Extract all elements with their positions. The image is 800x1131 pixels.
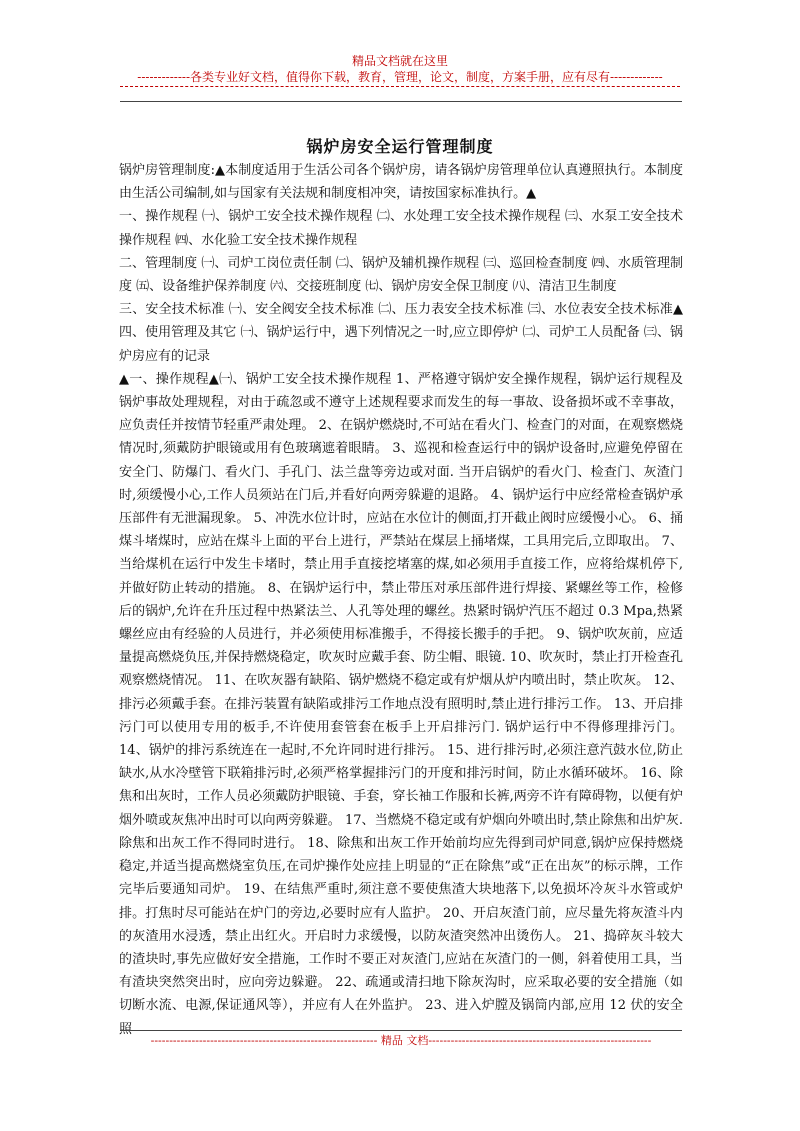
footer-rule (120, 1030, 682, 1031)
header-title: 精品文档就在这里 (351, 54, 448, 68)
paragraph-intro: 锅炉房管理制度:▲本制度适用于生活公司各个锅炉房，请各锅炉房管理单位认真遵照执行。本制度由生活公司编制,如与国家有关法规和制度相冲突，请按国家标准执行。▲ (119, 163, 683, 202)
document-body (119, 159, 683, 1041)
paragraph-section-2: 二、管理制度 ㈠、司炉工岗位责任制 ㈡、锅炉及辅机操作规程 ㈢、巡回检查制度 ㈣、水质管理制度 ㈤、设备维护保养制度 ㈥、交接班制度 ㈦、锅炉房安全保卫制度 ㈧、清洁卫生制度 (119, 255, 683, 295)
header-slogan: -------------各类专业好文档，值得你下载，教育，管理，论文，制度，方案手册，应有尽有------------- (137, 70, 663, 84)
header-dashed-divider (120, 86, 680, 87)
document-title: 锅炉房安全运行管理制度 (306, 137, 494, 156)
paragraph-section-3: 三、安全技术标准 ㈠、安全阀安全技术标准 ㈡、压力表安全技术标准 ㈢、水位表安全技术标准▲四、使用管理及其它 ㈠、锅炉运行中，遇下列情况之一时,应立即停炉 ㈡、司炉工人员配备 ㈢、锅炉房应有的记录 (119, 302, 683, 364)
paragraph-operating-rules: ▲一、操作规程▲㈠、锅炉工安全技术操作规程 1、严格遵守锅炉安全操作规程，锅炉运行规程及锅炉事故处理规程，对由于疏忽或不遵守上述规程要求而发生的每一事故、设备损坏或不幸事故，应负责任并按情节轻重严肃处理。 2、在锅炉燃烧时,不可站在看火门、检查门的对面，在观察燃烧情况时,须戴防护眼镜或用有色玻璃遮着眼睛。 3、巡视和检查运行中的锅炉设备时,应避免停留在安全门、防爆门、看火门、手孔门、法兰盘等旁边或对面. 当开启锅炉的看火门、检查门、灰渣门时,须缓慢小心,工作人员须站在门后,并看好向两旁躲避的退路。 4、锅炉运行中应经常检查锅炉承压部件有无泄漏现象。 5、冲洗水位计时，应站在水位计的侧面,打开截止阀时应缓慢小心。 6、捅煤斗堵煤时，应站在煤斗上面的平台上进行，严禁站在煤层上捅堵煤，工具用完后,立即取出。 7、当给煤机在运行中发生卡堵时，禁止用手直接挖堵塞的煤,如必须用手直接工作，应将给煤机停下,并做好防止转动的措施。 8、在锅炉运行中，禁止带压对承压部件进行焊接、紧螺丝等工作，检修后的锅炉,允许在升压过程中热紧法兰、人孔等处理的螺丝。热紧时锅炉汽压不超过 0.3 Mpa,热紧螺丝应由有经验的人员进行，并必须使用标准搬手，不得接长搬手的手把。 9、锅炉吹灰前，应适量提高燃烧负压,并保持燃烧稳定，吹灰时应戴手套、防尘帽、眼镜. 10、吹灰时，禁止打开检查孔观察燃烧情况。 11、在吹灰器有缺陷、锅炉燃烧不稳定或有炉烟从炉内喷出时，禁止吹灰。 12、排污必须戴手套。在排污装置有缺陷或排污工作地点没有照明时,禁止进行排污工作。 13、开启排污门可以使用专用的板手,不许使用套管套在板手上开启排污门. 锅炉运行中不得修理排污门。 14、锅炉的排污系统连在一起时,不允许同时进行排污。 15、进行排污时,必须注意汽鼓水位,防止缺水,从水冷壁管下联箱排污时,必须严格掌握排污门的开度和排污时间，防止水循环破坏。 16、除焦和出灰时，工作人员必须戴防护眼镜、手套，穿长袖工作服和长裤,两旁不许有障碍物，以便有炉烟外喷或灰焦冲出时可以向两旁躲避。 17、当燃烧不稳定或有炉烟向外喷出时,禁止除焦和出炉灰. 除焦和出灰工作不得同时进行。 18、除焦和出灰工作开始前均应先得到司炉同意,锅炉应保持燃烧稳定,并适当提高燃烧室负压,在司炉操作处应挂上明显的“正在除焦”或“正在出灰”的标示牌，工作完毕后要通知司炉。 19、在结焦严重时,须注意不要使焦渣大块地落下,以免损坏冷灰斗水管或炉排。打焦时尽可能站在炉门的旁边,必要时应有人监护。 20、开启灰渣门前，应尽量先将灰渣斗内的灰渣用水浸透，禁止出红火。开启时力求缓慢，以防灰渣突然冲出烫伤人。 21、捣碎灰斗较大的渣块时,事先应做好安全措施，工作时不要正对灰渣门,应站在灰渣门的一侧，斜着使用工具，当有渣块突然突出时，应向旁边躲避。 22、疏通或清扫地下除灰沟时，应采取必要的安全措施（如切断水流、电源,保证通风等），并应有人在外监护。 23、进入炉膛及锅筒内部,应用 12 伏的安全照 (119, 371, 683, 1037)
footer-text: ------------------------------------------------------------- 精品 文档------------------------------------------------------------ (150, 1034, 652, 1047)
header-rule (120, 101, 682, 102)
paragraph-section-1: 一、操作规程 ㈠、锅炉工安全技术操作规程 ㈡、水处理工安全技术操作规程 ㈢、水泵工安全技术操作规程 ㈣、水化验工安全技术操作规程 (119, 209, 683, 248)
